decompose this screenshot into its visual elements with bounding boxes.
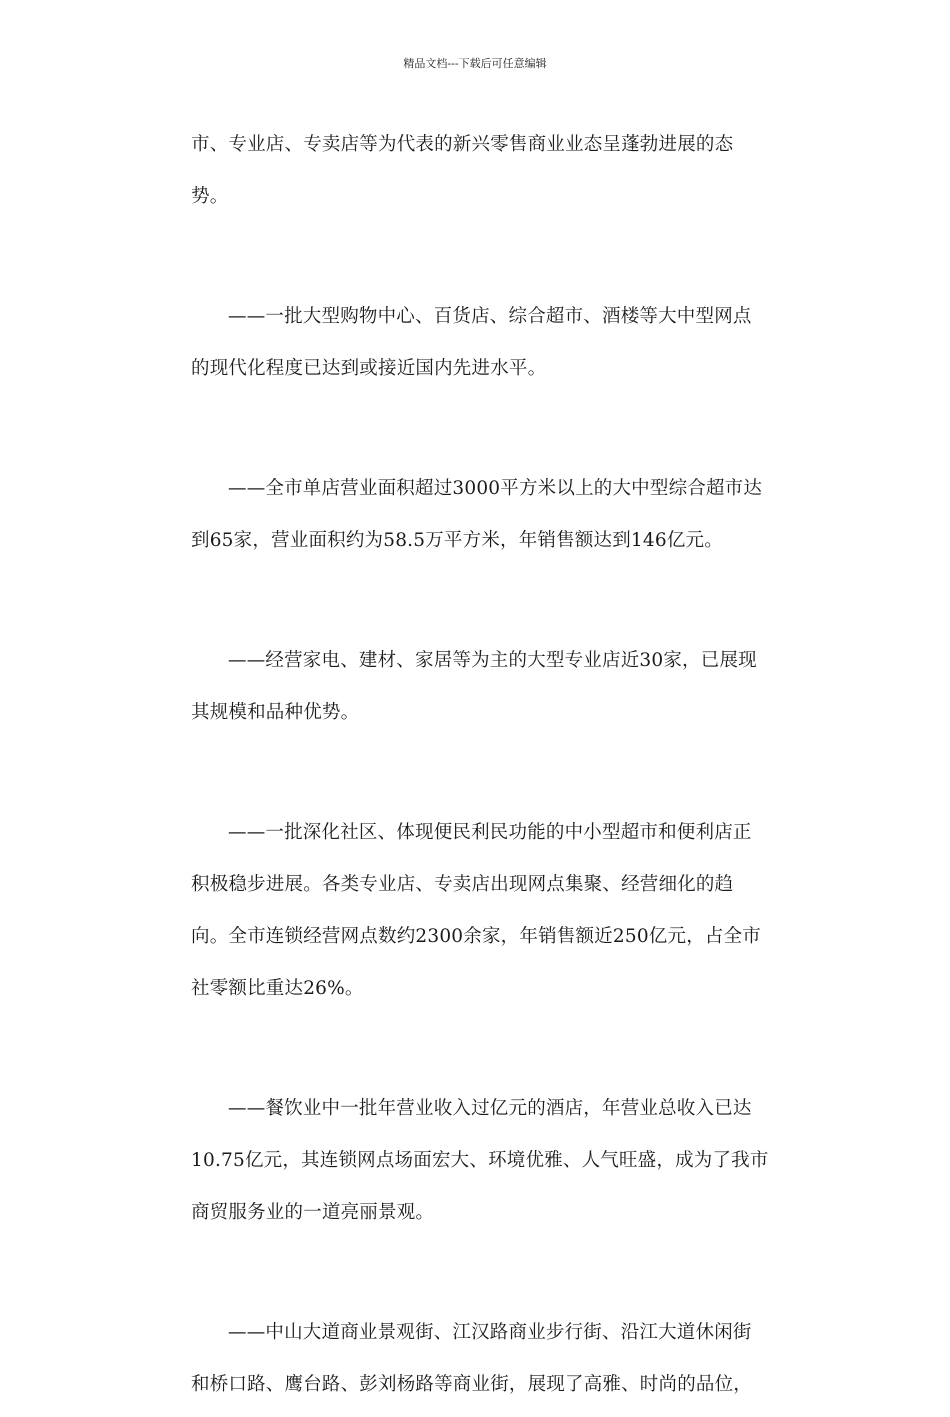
text-line: 积极稳步进展。各类专业店、专卖店出现网点集聚、经营细化的趋 xyxy=(191,874,734,895)
text-line: 的现代化程度已达到或接近国内先进水平。 xyxy=(191,358,547,379)
text-line: 和桥口路、鹰台路、彭刘杨路等商业街，展现了高雅、时尚的品位， xyxy=(191,1374,753,1395)
paragraph xyxy=(191,469,763,573)
paragraph xyxy=(191,1313,759,1417)
paragraph xyxy=(191,1089,769,1245)
text-line: 市、专业店、专卖店等为代表的新兴零售商业业态呈蓬勃进展的态 xyxy=(191,134,734,155)
paragraph xyxy=(191,125,759,229)
text-line: 其规模和品种优势。 xyxy=(191,702,360,723)
text-line: 社零额比重达26%。 xyxy=(191,978,364,999)
text-line: 商贸服务业的一道亮丽景观。 xyxy=(191,1202,435,1223)
text-line: ——中山大道商业景观街、江汉路商业步行街、沿江大道休闲街 xyxy=(228,1322,752,1343)
text-line: 向。全市连锁经营网点数约2300余家，年销售额近250亿元，占全市 xyxy=(191,926,761,947)
text-line: ——餐饮业中一批年营业收入过亿元的酒店，年营业总收入已达 xyxy=(228,1098,752,1119)
text-line: ——一批深化社区、体现便民利民功能的中小型超市和便利店正 xyxy=(228,822,752,843)
paragraph xyxy=(191,813,759,1021)
page-header: 精品文档---下载后可任意编辑 xyxy=(403,57,547,70)
text-line: 到65家，营业面积约为58.5万平方米，年销售额达到146亿元。 xyxy=(191,530,723,551)
text-line: ——经营家电、建材、家居等为主的大型专业店近30家，已展现 xyxy=(228,650,757,671)
paragraph xyxy=(191,641,759,745)
text-line: ——一批大型购物中心、百货店、综合超市、酒楼等大中型网点 xyxy=(228,306,752,327)
document-body xyxy=(191,125,769,1417)
text-line: ——全市单店营业面积超过3000平方米以上的大中型综合超市达 xyxy=(228,478,763,499)
paragraph xyxy=(191,297,759,401)
text-line: 10.75亿元，其连锁网点场面宏大、环境优雅、人气旺盛，成为了我市 xyxy=(191,1150,769,1171)
text-line: 势。 xyxy=(191,186,229,207)
